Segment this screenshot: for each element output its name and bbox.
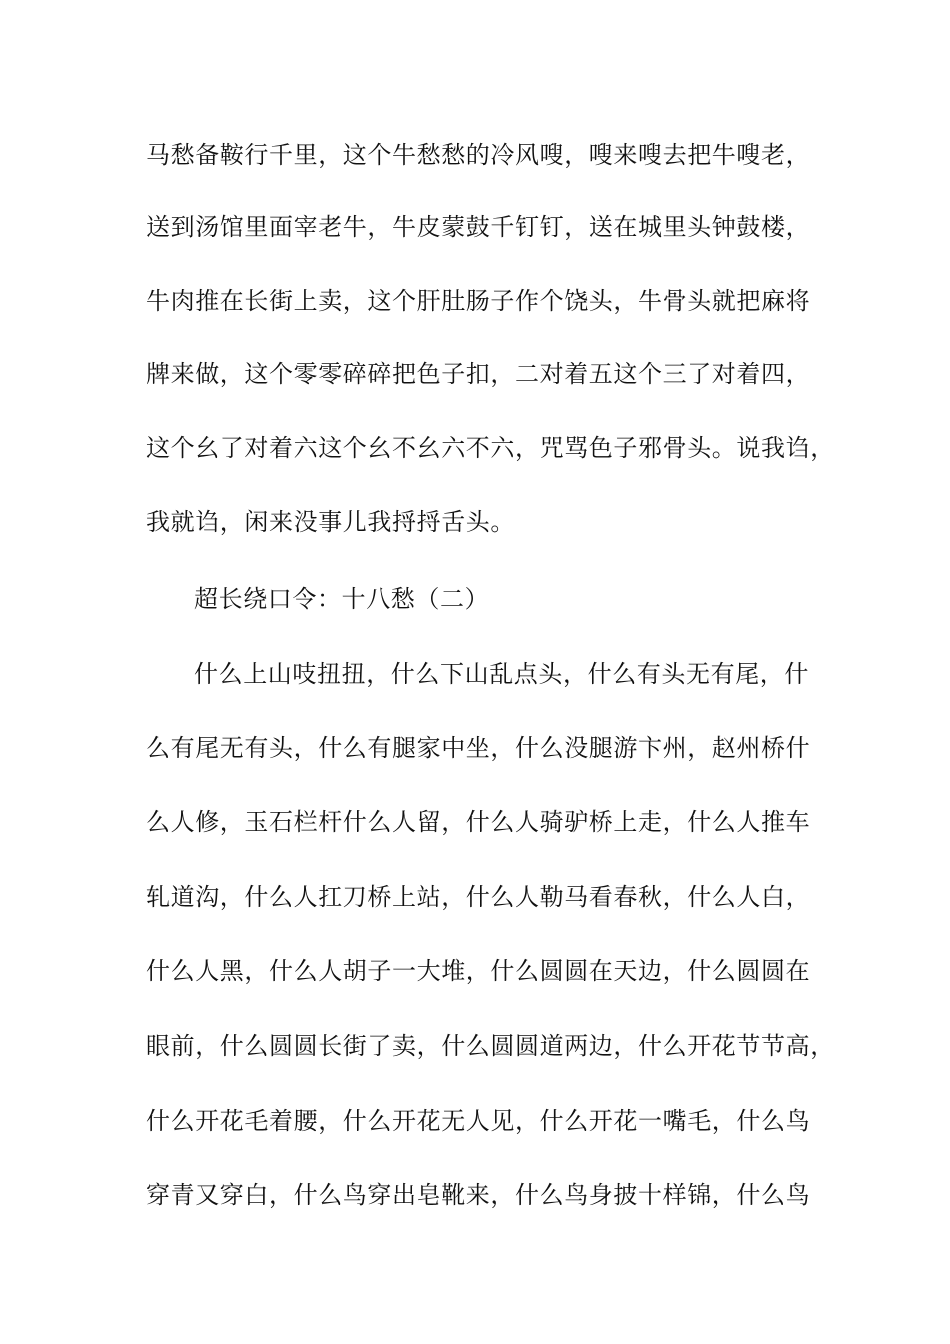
body-text-line: 什么人黑，什么人胡子一大堆，什么圆圆在天边，什么圆圆在 bbox=[146, 957, 811, 985]
body-text-line: 我就诌，闲来没事儿我捋捋舌头。 bbox=[146, 508, 515, 536]
body-text-line: 穿青又穿白，什么鸟穿出皂靴来，什么鸟身披十样锦，什么鸟 bbox=[146, 1181, 811, 1209]
body-text-line: 这个幺了对着六这个幺不幺六不六，咒骂色子邪骨头。说我诌， bbox=[146, 434, 835, 462]
section-heading: 超长绕口令：十八愁（二） bbox=[194, 585, 490, 613]
body-text-line: 眼前，什么圆圆长街了卖，什么圆圆道两边，什么开花节节高， bbox=[146, 1032, 835, 1060]
body-text-line: 送到汤馆里面宰老牛，牛皮蒙鼓千钉钉，送在城里头钟鼓楼， bbox=[146, 213, 811, 241]
body-text-line: 么人修，玉石栏杆什么人留，什么人骑驴桥上走，什么人推车 bbox=[146, 808, 811, 836]
body-text-line: 什么上山吱扭扭，什么下山乱点头，什么有头无有尾，什 bbox=[194, 660, 809, 688]
body-text-line: 牛肉推在长街上卖，这个肝肚肠子作个饶头，牛骨头就把麻将 bbox=[146, 287, 811, 315]
body-text-line: 轧道沟，什么人扛刀桥上站，什么人勒马看春秋，什么人白， bbox=[146, 883, 811, 911]
body-text-line: 牌来做，这个零零碎碎把色子扣，二对着五这个三了对着四， bbox=[146, 360, 811, 388]
body-text-line: 么有尾无有头，什么有腿家中坐，什么没腿游卞州，赵州桥什 bbox=[146, 734, 811, 762]
body-text-line: 马愁备鞍行千里，这个牛愁愁的冷风嗖，嗖来嗖去把牛嗖老， bbox=[146, 141, 811, 169]
body-text-line: 什么开花毛着腰，什么开花无人见，什么开花一嘴毛，什么鸟 bbox=[146, 1107, 811, 1135]
